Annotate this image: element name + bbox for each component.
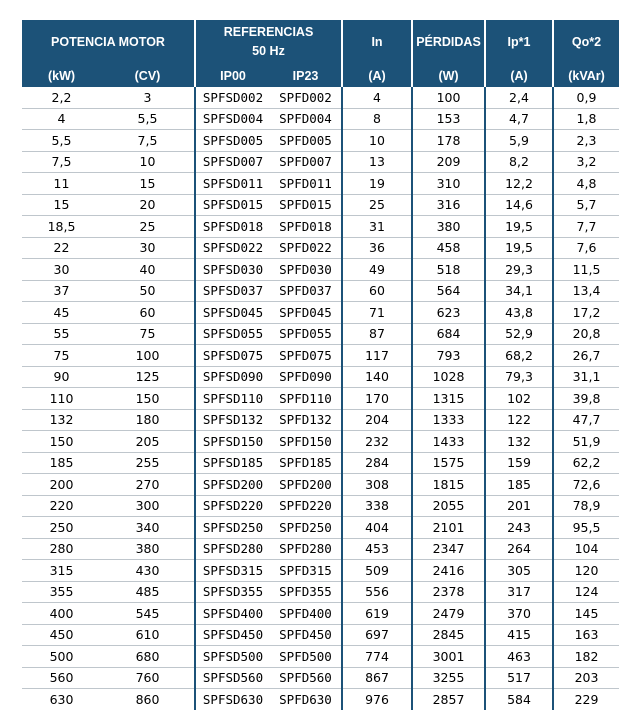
cell-ref-ip23: SPFD075 <box>270 345 342 367</box>
cell-ref-ip00: SPFSD355 <box>195 581 270 603</box>
cell-kw: 280 <box>22 538 101 560</box>
cell-ref-ip23: SPFD220 <box>270 495 342 517</box>
cell-ref-ip23: SPFD250 <box>270 517 342 539</box>
table-row <box>22 216 619 238</box>
cell-perdidas: 3001 <box>412 646 485 668</box>
cell-ip: 243 <box>485 517 553 539</box>
cell-ref-ip23: SPFD110 <box>270 388 342 410</box>
cell-cv: 75 <box>101 323 195 345</box>
cell-in: 36 <box>342 237 412 259</box>
header-unit-in-a: (A) <box>342 64 412 87</box>
cell-ref-ip00: SPFSD004 <box>195 108 270 130</box>
cell-perdidas: 2857 <box>412 689 485 710</box>
cell-qo: 72,6 <box>553 474 619 496</box>
cell-qo: 120 <box>553 560 619 582</box>
cell-ref-ip23: SPFD004 <box>270 108 342 130</box>
cell-qo: 182 <box>553 646 619 668</box>
cell-ref-ip00: SPFSD090 <box>195 366 270 388</box>
cell-perdidas: 100 <box>412 87 485 108</box>
cell-in: 10 <box>342 130 412 152</box>
cell-cv: 180 <box>101 409 195 431</box>
cell-ref-ip23: SPFD280 <box>270 538 342 560</box>
cell-kw: 55 <box>22 323 101 345</box>
cell-cv: 20 <box>101 194 195 216</box>
cell-ip: 19,5 <box>485 216 553 238</box>
cell-ref-ip23: SPFD018 <box>270 216 342 238</box>
cell-ref-ip23: SPFD090 <box>270 366 342 388</box>
cell-cv: 150 <box>101 388 195 410</box>
cell-perdidas: 1028 <box>412 366 485 388</box>
cell-qo: 47,7 <box>553 409 619 431</box>
cell-perdidas: 2101 <box>412 517 485 539</box>
cell-in: 71 <box>342 302 412 324</box>
cell-cv: 545 <box>101 603 195 625</box>
cell-ref-ip23: SPFD315 <box>270 560 342 582</box>
cell-kw: 185 <box>22 452 101 474</box>
cell-qo: 51,9 <box>553 431 619 453</box>
cell-in: 31 <box>342 216 412 238</box>
table-row <box>22 581 619 603</box>
cell-perdidas: 518 <box>412 259 485 281</box>
table-row <box>22 108 619 130</box>
cell-perdidas: 458 <box>412 237 485 259</box>
cell-kw: 37 <box>22 280 101 302</box>
cell-in: 774 <box>342 646 412 668</box>
cell-in: 867 <box>342 667 412 689</box>
cell-ip: 102 <box>485 388 553 410</box>
cell-perdidas: 1815 <box>412 474 485 496</box>
table-row <box>22 323 619 345</box>
table-row <box>22 474 619 496</box>
cell-qo: 20,8 <box>553 323 619 345</box>
cell-ip: 14,6 <box>485 194 553 216</box>
cell-kw: 45 <box>22 302 101 324</box>
cell-ref-ip00: SPFSD037 <box>195 280 270 302</box>
table-row <box>22 560 619 582</box>
cell-perdidas: 1333 <box>412 409 485 431</box>
cell-kw: 315 <box>22 560 101 582</box>
cell-qo: 95,5 <box>553 517 619 539</box>
cell-ip: 317 <box>485 581 553 603</box>
header-qo: Qo*2 <box>553 20 619 64</box>
cell-cv: 760 <box>101 667 195 689</box>
table-row <box>22 495 619 517</box>
cell-perdidas: 1575 <box>412 452 485 474</box>
cell-in: 87 <box>342 323 412 345</box>
cell-perdidas: 3255 <box>412 667 485 689</box>
cell-ref-ip00: SPFSD200 <box>195 474 270 496</box>
table-row <box>22 646 619 668</box>
cell-qo: 229 <box>574 691 599 707</box>
header-ip23: IP23 <box>270 64 342 87</box>
cell-ref-ip00: SPFSD185 <box>195 452 270 474</box>
cell-ip: 29,3 <box>485 259 553 281</box>
cell-kw: 11 <box>22 173 101 195</box>
cell-ip: 132 <box>485 431 553 453</box>
cell-qo: 203 <box>553 667 619 689</box>
cell-perdidas: 684 <box>412 323 485 345</box>
cell-kw: 355 <box>22 581 101 603</box>
cell-in: 232 <box>342 431 412 453</box>
cell-perdidas: 2845 <box>412 624 485 646</box>
table-body <box>22 87 619 710</box>
cell-qo: 124 <box>553 581 619 603</box>
table-row <box>22 345 619 367</box>
cell-kw: 30 <box>22 259 101 281</box>
cell-cv: 205 <box>101 431 195 453</box>
header-unit-cv: (CV) <box>101 64 195 87</box>
header-in: In <box>342 20 412 64</box>
cell-cv: 610 <box>101 624 195 646</box>
cell-in: 60 <box>342 280 412 302</box>
cell-ip: 79,3 <box>485 366 553 388</box>
cell-ref-ip00: SPFSD450 <box>195 624 270 646</box>
cell-cv: 40 <box>101 259 195 281</box>
cell-ref-ip00: SPFSD005 <box>195 130 270 152</box>
table-row <box>22 237 619 259</box>
cell-in: 509 <box>342 560 412 582</box>
cell-qo: 0,9 <box>553 87 619 108</box>
cell-qo: 17,2 <box>553 302 619 324</box>
cell-ref-ip23: SPFD022 <box>270 237 342 259</box>
cell-qo: 104 <box>553 538 619 560</box>
cell-ref-ip00: SPFSD280 <box>195 538 270 560</box>
cell-in: 338 <box>342 495 412 517</box>
table-row <box>22 259 619 281</box>
cell-in: 697 <box>342 624 412 646</box>
cell-perdidas: 178 <box>412 130 485 152</box>
cell-in: 204 <box>342 409 412 431</box>
cell-ref-ip00: SPFSD030 <box>195 259 270 281</box>
cell-ref-ip23: SPFD355 <box>270 581 342 603</box>
cell-perdidas: 153 <box>412 108 485 130</box>
cell-qo: 5,7 <box>553 194 619 216</box>
cell-ref-ip23: SPFD200 <box>270 474 342 496</box>
cell-ip: 34,1 <box>485 280 553 302</box>
cell-ip: 12,2 <box>485 173 553 195</box>
cell-ref-ip00: SPFSD045 <box>195 302 270 324</box>
cell-ref-ip23: SPFD005 <box>270 130 342 152</box>
cell-ref-ip00: SPFSD018 <box>195 216 270 238</box>
cell-perdidas: 564 <box>412 280 485 302</box>
cell-ref-ip00: SPFSD315 <box>195 560 270 582</box>
table-row <box>22 624 619 646</box>
header-perdidas: PÉRDIDAS <box>412 20 485 64</box>
cell-perdidas: 2416 <box>412 560 485 582</box>
cell-perdidas: 2479 <box>412 603 485 625</box>
cell-perdidas: 1433 <box>412 431 485 453</box>
cell-qo: 13,4 <box>553 280 619 302</box>
cell-ip: 305 <box>485 560 553 582</box>
cell-in: 619 <box>342 603 412 625</box>
cell-kw: 110 <box>22 388 101 410</box>
table-row <box>22 151 619 173</box>
cell-ref-ip00: SPFSD007 <box>195 151 270 173</box>
table-row <box>22 280 619 302</box>
cell-in: 284 <box>342 452 412 474</box>
cell-ref-ip00: SPFSD560 <box>195 667 270 689</box>
cell-ip: 463 <box>485 646 553 668</box>
cell-cv: 10 <box>101 151 195 173</box>
header-frequency: 50 Hz <box>252 44 285 58</box>
cell-ref-ip23: SPFD030 <box>270 259 342 281</box>
cell-ref-ip23: SPFD150 <box>270 431 342 453</box>
header-referencias <box>195 20 342 64</box>
cell-kw: 5,5 <box>22 130 101 152</box>
header-unit-kvar: (kVAr) <box>553 64 619 87</box>
cell-cv: 60 <box>101 302 195 324</box>
table-row <box>22 366 619 388</box>
cell-perdidas: 2055 <box>412 495 485 517</box>
cell-cv: 860 <box>101 689 195 710</box>
cell-in: 976 <box>342 689 412 710</box>
cell-ref-ip00: SPFSD110 <box>195 388 270 410</box>
cell-cv: 300 <box>101 495 195 517</box>
cell-cv: 7,5 <box>101 130 195 152</box>
cell-kw: 22 <box>22 237 101 259</box>
cell-ref-ip00: SPFSD015 <box>195 194 270 216</box>
cell-ref-ip00: SPFSD220 <box>195 495 270 517</box>
table-row <box>22 689 619 710</box>
cell-ref-ip00: SPFSD011 <box>195 173 270 195</box>
cell-ref-ip23: SPFD007 <box>270 151 342 173</box>
table-row <box>22 538 619 560</box>
cell-cv: 270 <box>101 474 195 496</box>
cell-ip: 159 <box>485 452 553 474</box>
cell-qo: 78,9 <box>553 495 619 517</box>
cell-perdidas: 623 <box>412 302 485 324</box>
cell-qo: 26,7 <box>553 345 619 367</box>
header-potencia-motor: POTENCIA MOTOR <box>22 20 195 64</box>
cell-in: 556 <box>342 581 412 603</box>
cell-cv: 380 <box>101 538 195 560</box>
cell-kw: 560 <box>22 667 101 689</box>
cell-qo: 62,2 <box>553 452 619 474</box>
cell-ref-ip23: SPFD560 <box>270 667 342 689</box>
cell-qo: 31,1 <box>553 366 619 388</box>
header-ip: Ip*1 <box>485 20 553 64</box>
cell-in: 49 <box>342 259 412 281</box>
cell-cv: 30 <box>101 237 195 259</box>
motor-spec-table-wrapper <box>22 20 619 710</box>
cell-kw: 18,5 <box>22 216 101 238</box>
cell-cv: 255 <box>101 452 195 474</box>
cell-in: 404 <box>342 517 412 539</box>
cell-perdidas: 310 <box>412 173 485 195</box>
cell-kw: 150 <box>22 431 101 453</box>
cell-cv: 340 <box>101 517 195 539</box>
cell-ip: 584 <box>485 689 553 710</box>
cell-in: 140 <box>342 366 412 388</box>
cell-cv: 15 <box>101 173 195 195</box>
cell-kw: 200 <box>22 474 101 496</box>
cell-kw: 220 <box>22 495 101 517</box>
cell-qo: 2,3 <box>553 130 619 152</box>
table-row <box>22 603 619 625</box>
header-unit-ip-a: (A) <box>485 64 553 87</box>
table-row <box>22 194 619 216</box>
cell-ref-ip23: SPFD132 <box>270 409 342 431</box>
cell-ref-ip00: SPFSD075 <box>195 345 270 367</box>
cell-perdidas: 793 <box>412 345 485 367</box>
cell-ip: 415 <box>485 624 553 646</box>
cell-cv: 5,5 <box>101 108 195 130</box>
cell-ref-ip23: SPFD037 <box>270 280 342 302</box>
cell-ref-ip23: SPFD011 <box>270 173 342 195</box>
cell-ref-ip23: SPFD400 <box>270 603 342 625</box>
table-row <box>22 431 619 453</box>
table-row <box>22 452 619 474</box>
cell-cv: 485 <box>101 581 195 603</box>
cell-ref-ip00: SPFSD022 <box>195 237 270 259</box>
cell-kw: 90 <box>22 366 101 388</box>
cell-ip: 370 <box>485 603 553 625</box>
cell-perdidas: 316 <box>412 194 485 216</box>
cell-qo: 11,5 <box>553 259 619 281</box>
cell-kw: 7,5 <box>22 151 101 173</box>
cell-cv: 25 <box>101 216 195 238</box>
cell-ip: 264 <box>485 538 553 560</box>
cell-ref-ip23: SPFD055 <box>270 323 342 345</box>
cell-ip: 2,4 <box>485 87 553 108</box>
cell-in: 19 <box>342 173 412 195</box>
cell-ip: 68,2 <box>485 345 553 367</box>
cell-ref-ip23: SPFD500 <box>270 646 342 668</box>
cell-cv: 50 <box>101 280 195 302</box>
cell-kw: 132 <box>22 409 101 431</box>
cell-qo: 39,8 <box>553 388 619 410</box>
table-row <box>22 87 619 108</box>
cell-cv: 125 <box>101 366 195 388</box>
cell-ref-ip23: SPFD185 <box>270 452 342 474</box>
cell-ip: 52,9 <box>485 323 553 345</box>
motor-spec-table <box>22 20 619 710</box>
cell-qo: 1,8 <box>553 108 619 130</box>
cell-ip: 4,7 <box>485 108 553 130</box>
cell-ref-ip00: SPFSD150 <box>195 431 270 453</box>
header-ip00: IP00 <box>195 64 270 87</box>
cell-kw: 4 <box>22 108 101 130</box>
cell-ref-ip23: SPFD015 <box>270 194 342 216</box>
cell-in: 117 <box>342 345 412 367</box>
cell-ip: 122 <box>485 409 553 431</box>
cell-in: 13 <box>342 151 412 173</box>
cell-perdidas: 2378 <box>412 581 485 603</box>
table-row <box>22 302 619 324</box>
cell-cv: 430 <box>101 560 195 582</box>
cell-in: 453 <box>342 538 412 560</box>
cell-ref-ip23: SPFD002 <box>270 87 342 108</box>
table-row <box>22 409 619 431</box>
table-header <box>22 20 619 87</box>
cell-ref-ip23: SPFD045 <box>270 302 342 324</box>
cell-ip: 201 <box>485 495 553 517</box>
cell-perdidas: 2347 <box>412 538 485 560</box>
cell-in: 4 <box>342 87 412 108</box>
cell-in: 25 <box>342 194 412 216</box>
cell-ref-ip00: SPFSD630 <box>202 691 264 707</box>
cell-qo: 145 <box>553 603 619 625</box>
cell-in: 308 <box>342 474 412 496</box>
cell-kw: 2,2 <box>22 87 101 108</box>
cell-qo: 163 <box>553 624 619 646</box>
cell-perdidas: 209 <box>412 151 485 173</box>
cell-kw: 500 <box>22 646 101 668</box>
table-row <box>22 130 619 152</box>
cell-ref-ip00: SPFSD250 <box>195 517 270 539</box>
cell-ref-ip00: SPFSD132 <box>195 409 270 431</box>
cell-ip: 5,9 <box>485 130 553 152</box>
cell-perdidas: 380 <box>412 216 485 238</box>
cell-ref-ip00: SPFSD500 <box>195 646 270 668</box>
cell-in: 8 <box>342 108 412 130</box>
cell-ref-ip00: SPFSD055 <box>195 323 270 345</box>
cell-cv: 100 <box>101 345 195 367</box>
cell-cv: 680 <box>101 646 195 668</box>
cell-kw: 15 <box>22 194 101 216</box>
cell-in: 170 <box>342 388 412 410</box>
header-unit-kw: (kW) <box>22 64 101 87</box>
cell-ip: 43,8 <box>485 302 553 324</box>
cell-qo: 7,7 <box>553 216 619 238</box>
cell-qo: 4,8 <box>553 173 619 195</box>
cell-ip: 19,5 <box>485 237 553 259</box>
cell-kw: 630 <box>49 691 74 707</box>
cell-qo: 7,6 <box>553 237 619 259</box>
table-row <box>22 517 619 539</box>
table-row <box>22 667 619 689</box>
cell-ip: 517 <box>485 667 553 689</box>
cell-ip: 8,2 <box>485 151 553 173</box>
cell-ref-ip23: SPFD450 <box>270 624 342 646</box>
table-row <box>22 173 619 195</box>
cell-ref-ip00: SPFSD002 <box>195 87 270 108</box>
table-row <box>22 388 619 410</box>
cell-kw: 250 <box>22 517 101 539</box>
cell-ref-ip00: SPFSD400 <box>195 603 270 625</box>
cell-ref-ip23: SPFD630 <box>270 689 342 710</box>
cell-kw: 450 <box>22 624 101 646</box>
cell-qo: 3,2 <box>553 151 619 173</box>
header-referencias-label: REFERENCIAS <box>223 25 314 39</box>
cell-cv: 3 <box>101 87 195 108</box>
header-unit-w: (W) <box>412 64 485 87</box>
cell-ip: 185 <box>485 474 553 496</box>
cell-kw: 75 <box>22 345 101 367</box>
cell-perdidas: 1315 <box>412 388 485 410</box>
cell-kw: 400 <box>22 603 101 625</box>
